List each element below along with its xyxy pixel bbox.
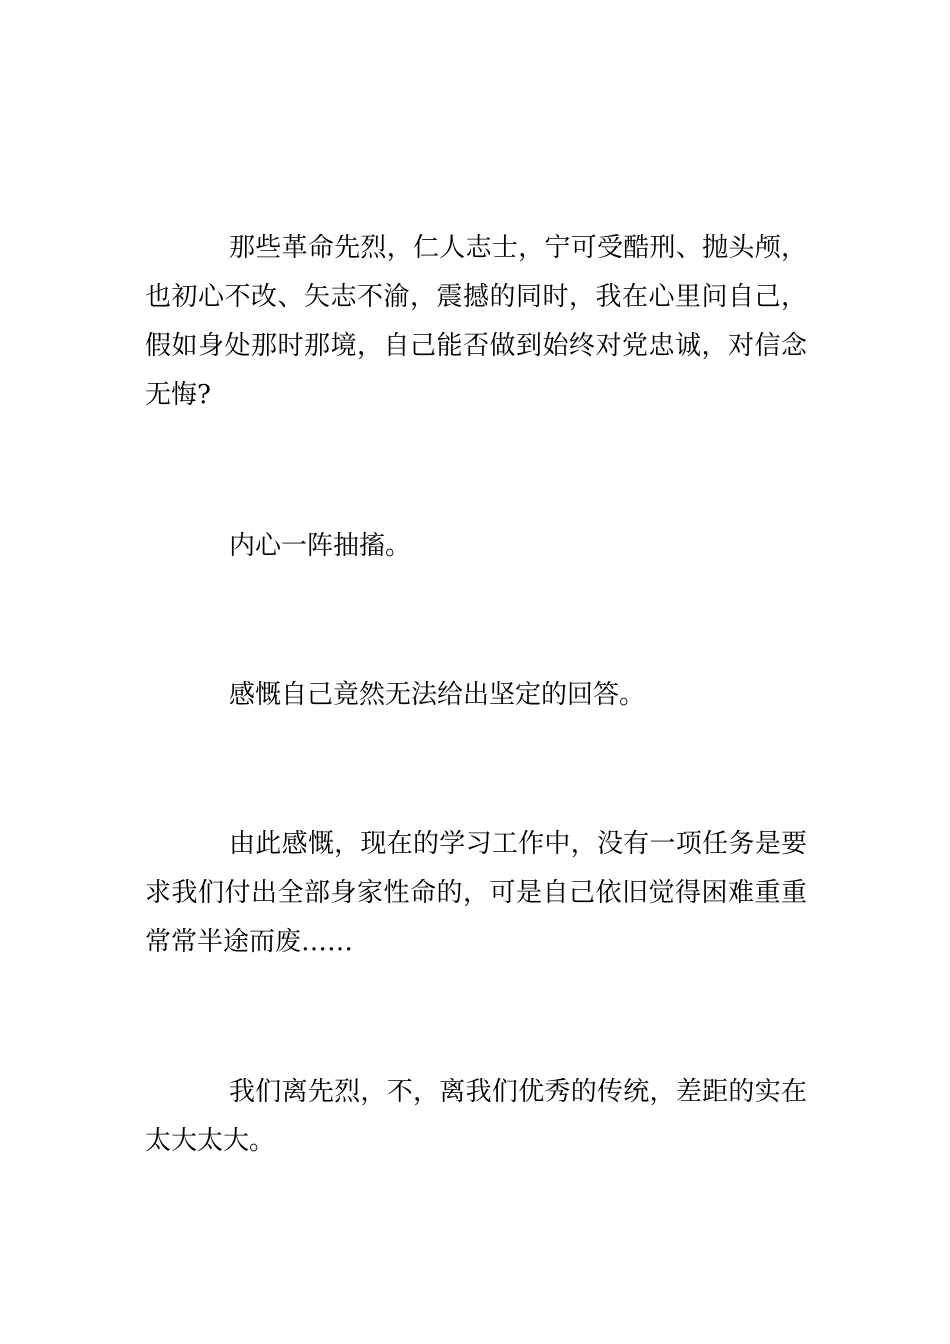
paragraph-no-firm-answer: 感慨自己竟然无法给出坚定的回答。: [229, 680, 646, 710]
paragraph-inner-twitch: 内心一阵抽搐。: [229, 531, 412, 561]
paragraph-current-work: 由此感慨，现在的学习工作中，没有一项任务是要求我们付出全部身家性命的，可是自己依旧觉得困难重重常常半途而废……: [145, 829, 807, 957]
paragraph-gap-from-tradition: 我们离先烈，不，离我们优秀的传统，差距的实在太大太大。: [145, 1077, 807, 1156]
document-page: [145, 0, 807, 1344]
paragraph-revolutionary-martyrs: 那些革命先烈，仁人志士，宁可受酷刑、抛头颅，也初心不改、矢志不渝，震撼的同时，我在心里问自己，假如身处那时那境，自己能否做到始终对党忠诚，对信念无悔?: [145, 233, 807, 410]
